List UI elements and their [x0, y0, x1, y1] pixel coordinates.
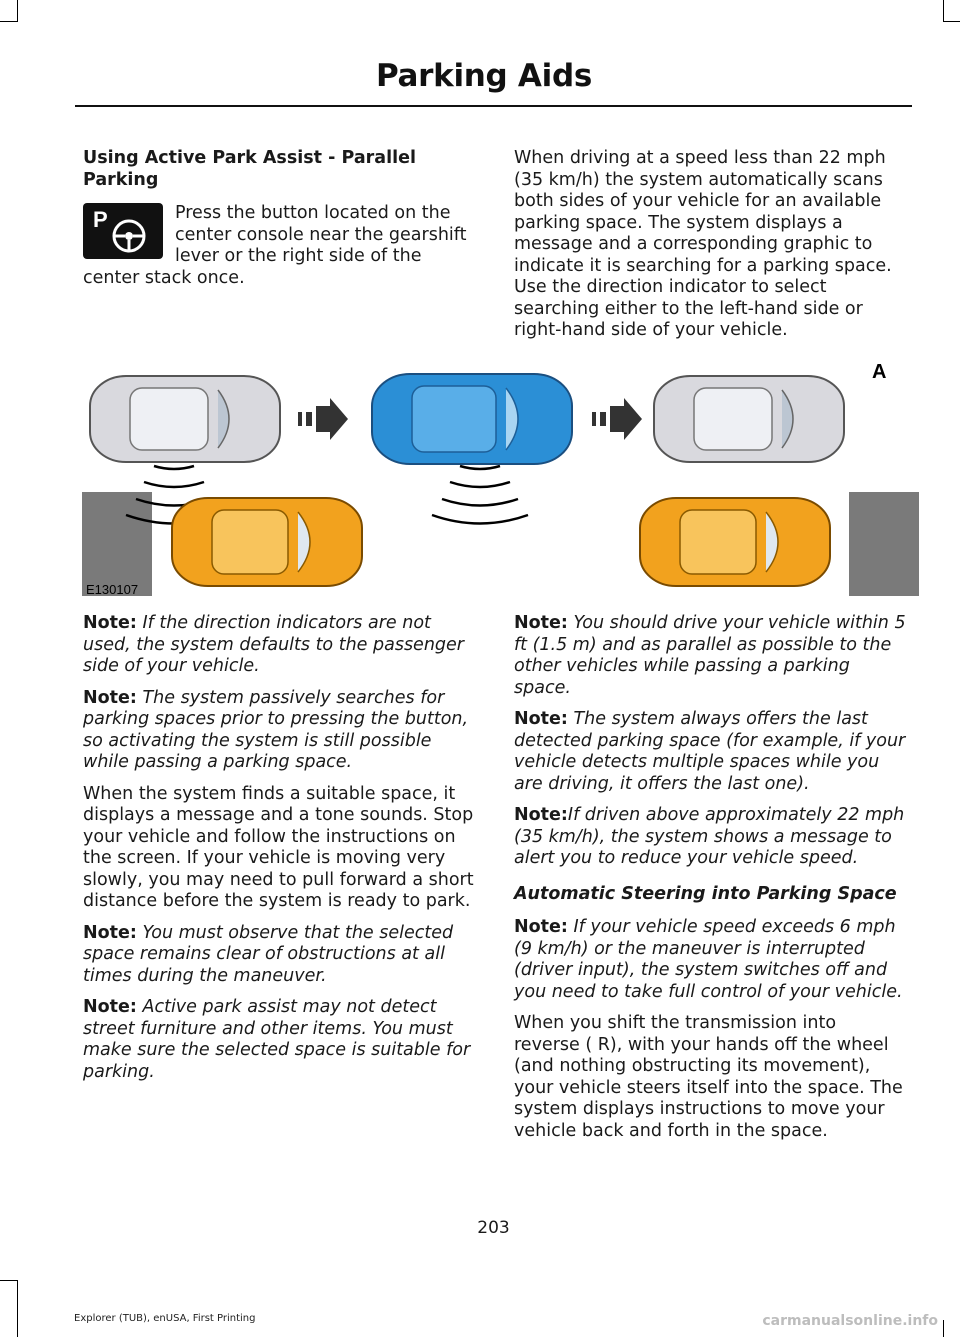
crop-mark — [17, 0, 18, 22]
crop-mark — [943, 0, 944, 22]
right-column-top — [514, 148, 906, 352]
note-passive-search: Note: The system passively searches for parking spaces prior to pressing the button, so activating the system is still possible while passing a parking space. — [83, 687, 469, 772]
arrow-right-icon — [592, 398, 642, 440]
note-last-space: Note: The system always offers the last detected parking space (for example, if your vehicle detects multiple spaces while you are driving, it offers the last one). — [514, 709, 906, 794]
passing-car-icon — [654, 376, 844, 462]
note-drive-within: Note: You should drive your vehicle within 5 ft (1.5 m) and as parallel as possible to the other vehicles while passing a parking space. — [514, 613, 906, 698]
note-speed-exceeds: Note: If your vehicle speed exceeds 6 mph (9 km/h) or the maneuver is interrupted (driver input), the system switches off and you need to take full control of your vehicle. — [514, 917, 903, 1002]
curb-right — [849, 492, 919, 596]
parking-assist-button-icon — [83, 203, 163, 259]
section-subheading: Automatic Steering into Parking Space — [514, 883, 897, 904]
intro-paragraph — [83, 203, 475, 289]
crop-mark — [943, 1320, 944, 1337]
parallel-parking-diagram — [82, 362, 919, 596]
sensor-wave-icon — [432, 466, 528, 524]
note-default-side: Note: If the direction indicators are not used, the system defaults to the passenger side of your vehicle. — [83, 613, 464, 676]
own-vehicle-icon — [372, 374, 572, 464]
crop-mark — [0, 21, 18, 22]
parked-car-icon — [640, 498, 830, 586]
intro-text: Press the button located on the center console near the gearshift lever or the right side of the center stack once. — [83, 203, 467, 288]
scan-paragraph: When driving at a speed less than 22 mph (35 km/h) the system automatically scans both sides of your vehicle for an available parking space. The system displays a message and a corresponding graphic to indicate it is searching for a parking space. Use the direction indicator to select searching either to the left-hand side or right-hand side of your vehicle. — [514, 148, 892, 340]
arrow-right-icon — [298, 398, 348, 440]
body-automatic-steering: When you shift the transmission into reverse ( R), with your hands off the wheel (and nothing obstructing its movement), your vehicle steers itself into the space. The system displays instructions to move your vehicle back and forth in the space. — [514, 1013, 903, 1141]
crop-mark — [17, 1280, 18, 1337]
footer-text: Explorer (TUB), enUSA, First Printing — [74, 1313, 256, 1324]
note-observe-space: Note: You must observe that the selected space remains clear of obstructions at all times during the maneuver. — [83, 922, 454, 986]
note-speed-alert: Note:If driven above approximately 22 mph (35 km/h), the system shows a message to alert you to reduce your vehicle speed. — [514, 805, 905, 868]
crop-mark — [0, 1280, 18, 1281]
crop-mark — [943, 21, 960, 22]
right-column-bottom — [514, 613, 906, 1152]
section-subheading: Using Active Park Assist - Parallel Parking — [83, 148, 416, 190]
figure-code: E130107 — [86, 582, 139, 596]
left-column-top — [83, 148, 475, 299]
parked-car-icon — [172, 498, 362, 586]
watermark: carmanualsonline.info — [762, 1313, 938, 1329]
figure-label: A — [872, 362, 887, 383]
header-rule — [75, 105, 912, 107]
passing-car-icon — [90, 376, 280, 462]
svg-text:P: P — [93, 207, 108, 232]
curb-left — [82, 492, 152, 596]
body-suitable-space: When the system finds a suitable space, it displays a message and a tone sounds. Stop your vehicle and follow the instructions on the screen. If your vehicle is moving very slowly, you may need to pull forward a short distance before the system is ready to park. — [83, 783, 474, 911]
page-title: Parking Aids — [375, 58, 592, 94]
note-street-furniture: Note: Active park assist may not detect street furniture and other items. You must make sure the selected space is suitable for parking. — [83, 997, 471, 1082]
page-number: 203 — [477, 1218, 510, 1238]
left-column-bottom — [83, 613, 475, 1093]
